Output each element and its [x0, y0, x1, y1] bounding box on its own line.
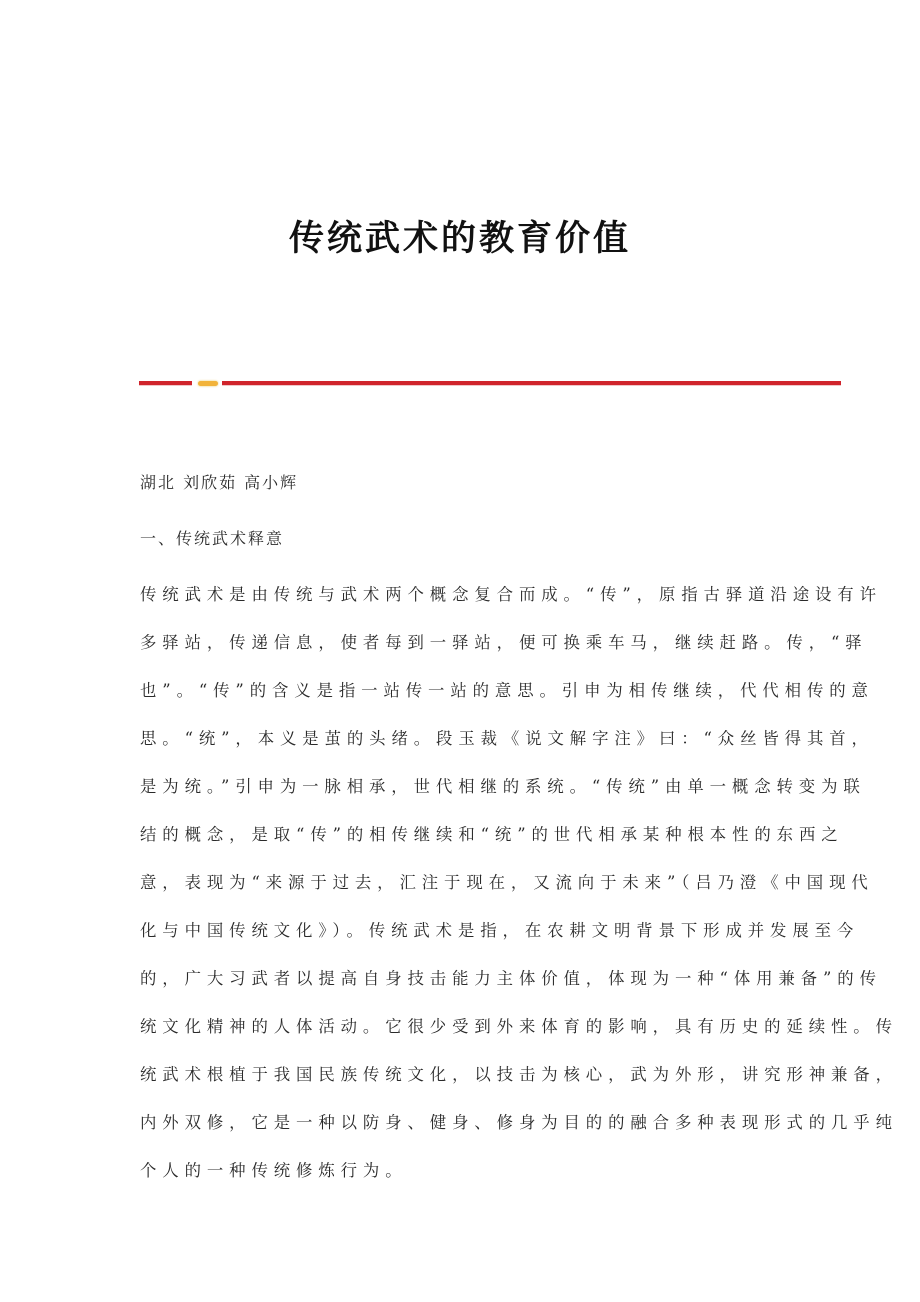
- body-paragraph: [140, 581, 898, 1205]
- paragraph-line: 是为统。”引申为一脉相承，世代相继的系统。“传统”由单一概念转变为联: [140, 777, 866, 796]
- section-heading: 一、传统武术释意: [140, 529, 285, 548]
- author-line: 湖北 刘欣茹 高小辉: [140, 473, 299, 492]
- document-title: 传统武术的教育价值: [288, 219, 631, 259]
- divider-bar-right: [222, 381, 841, 386]
- paragraph-line: 化与中国传统文化》）。传统武术是指，在农耕文明背景下形成并发展至今: [140, 921, 860, 940]
- title-divider: [139, 381, 841, 386]
- paragraph-line: 个人的一种传统修炼行为。: [140, 1161, 408, 1180]
- paragraph-line: 传统武术是由传统与武术两个概念复合而成。“传”，原指古驿道沿途设有许: [140, 585, 882, 604]
- divider-ornament-icon: [198, 381, 218, 386]
- paragraph-line: 内外双修，它是一种以防身、健身、修身为目的的融合多种表现形式的几乎纯: [140, 1113, 898, 1132]
- paragraph-line: 意，表现为“来源于过去，汇注于现在，又流向于未来”（吕乃澄《中国现代: [140, 873, 874, 892]
- paragraph-line: 思。“统”，本义是茧的头绪。段玉裁《说文解字注》曰：“众丝皆得其首，: [140, 729, 874, 748]
- paragraph-line: 也”。“传”的含义是指一站传一站的意思。引申为相传继续，代代相传的意: [140, 681, 874, 700]
- paragraph-line: 统文化精神的人体活动。它很少受到外来体育的影响，具有历史的延续性。传: [140, 1017, 898, 1036]
- divider-bar-left: [139, 381, 192, 386]
- paragraph-line: 的，广大习武者以提高自身技击能力主体价值，体现为一种“体用兼备”的传: [140, 969, 882, 988]
- paragraph-line: 多驿站，传递信息，使者每到一驿站，便可换乘车马，继续赶路。传，“驿: [140, 633, 868, 652]
- paragraph-line: 结的概念，是取“传”的相传继续和“统”的世代相承某种根本性的东西之: [140, 825, 844, 844]
- paragraph-line: 统武术根植于我国民族传统文化，以技击为核心，武为外形，讲究形神兼备，: [140, 1065, 898, 1084]
